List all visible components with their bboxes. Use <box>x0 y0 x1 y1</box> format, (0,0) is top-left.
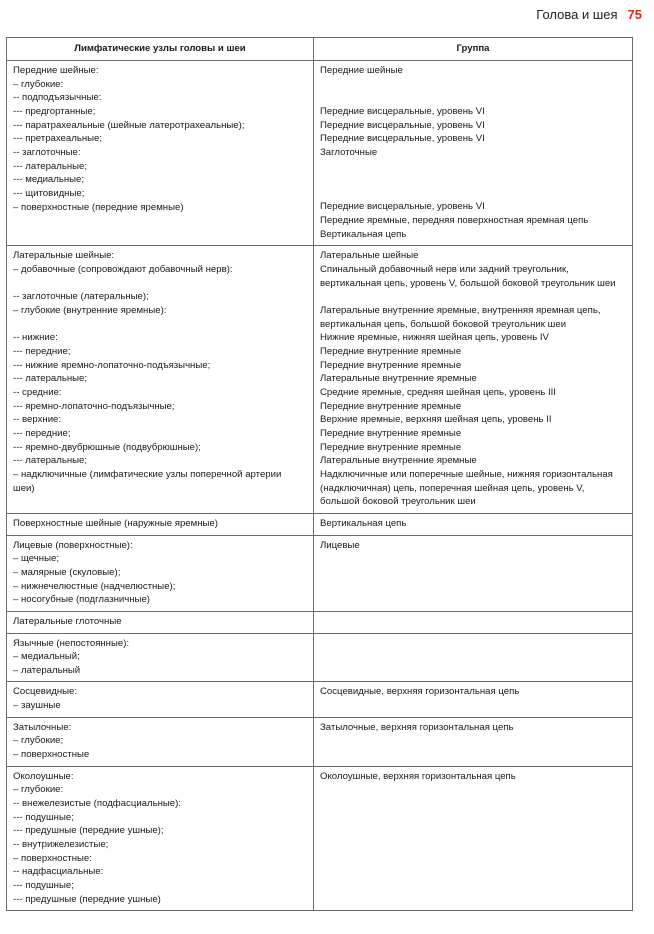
group-line: Передние висцеральные, уровень VI <box>320 133 485 145</box>
node-line: – глубокие: <box>13 78 64 90</box>
group-line: Передние шейные <box>320 65 403 76</box>
node-line: шеи) <box>13 482 35 494</box>
group-line: вертикальная цепь, большой боковой треугольник шеи <box>320 318 567 330</box>
node-line: – щечные; <box>13 553 59 565</box>
table-row <box>7 611 633 633</box>
node-line: -- надфасциальные: <box>13 866 104 878</box>
node-line: --- медиальные; <box>13 174 85 186</box>
node-line: --- подушные; <box>13 880 74 891</box>
node-line: --- латеральные; <box>13 455 88 467</box>
group-line: Передние внутренние яремные <box>320 427 462 439</box>
node-line <box>13 318 307 332</box>
group-line: Нижние яремные, нижняя шейная цепь, уровень IV <box>320 332 549 344</box>
group-cell <box>314 717 633 766</box>
node-line: Латеральные шейные: <box>13 250 115 262</box>
group-line: Передние висцеральные, уровень VI <box>320 201 485 213</box>
node-line: – глубокие; <box>13 735 64 747</box>
section-title: Голова и шея <box>536 7 618 22</box>
group-line <box>320 187 626 201</box>
group-line: Надключичные или поперечные шейные, нижняя горизонтальная <box>320 468 613 480</box>
group-line: Вертикальная цепь <box>320 517 407 529</box>
group-line: Затылочные, верхняя горизонтальная цепь <box>320 721 514 733</box>
group-line: Сосцевидные, верхняя горизонтальная цепь <box>320 686 520 698</box>
group-cell <box>314 766 633 911</box>
lymph-node-cell <box>7 535 314 611</box>
table-header-row <box>7 38 633 61</box>
group-line: Передние внутренние яремные <box>320 359 462 371</box>
table-row <box>7 717 633 766</box>
lymph-node-cell <box>7 766 314 911</box>
group-cell <box>314 633 633 682</box>
table-row <box>7 633 633 682</box>
group-line: Средние яремные, средняя шейная цепь, уровень III <box>320 387 556 398</box>
node-line: --- предгортанные; <box>13 105 96 117</box>
node-line: --- паратрахеальные (шейные латеротрахеальные); <box>13 119 245 131</box>
node-line: -- подподъязычные: <box>13 92 102 104</box>
lymph-node-cell <box>7 61 314 246</box>
node-line: --- передние; <box>13 346 71 358</box>
group-line: Латеральные внутренние яремные <box>320 373 477 385</box>
node-line: – заушные <box>13 700 61 712</box>
node-line: – малярные (скуловые); <box>13 566 121 578</box>
node-line: Поверхностные шейные (наружные яремные) <box>13 517 218 529</box>
node-line: --- предушные (передние ушные); <box>13 825 164 837</box>
group-line: Латеральные шейные <box>320 250 419 262</box>
table-row <box>7 682 633 717</box>
table-row <box>7 766 633 911</box>
lymph-node-cell <box>7 717 314 766</box>
group-cell <box>314 513 633 535</box>
table-row <box>7 246 633 513</box>
group-line <box>320 78 626 92</box>
group-line: Передние висцеральные, уровень VI <box>320 119 485 131</box>
node-line: Околоушные: <box>13 770 74 782</box>
group-line: Верхние яремные, верхняя шейная цепь, уровень II <box>320 414 552 426</box>
group-line: (надключичная) цепь, поперечная шейная цепь, уровень V, <box>320 482 585 494</box>
node-line: Затылочные: <box>13 721 72 733</box>
group-cell <box>314 682 633 717</box>
group-cell <box>314 535 633 611</box>
group-line: Заглоточные <box>320 146 378 158</box>
node-line: – медиальный; <box>13 651 80 663</box>
node-line: – поверхностные (передние яремные) <box>13 201 184 213</box>
node-line: --- претрахеальные; <box>13 133 103 145</box>
node-line: Язычные (непостоянные): <box>13 637 130 649</box>
group-cell <box>314 246 633 513</box>
table-row <box>7 535 633 611</box>
node-line: --- щитовидные; <box>13 187 85 199</box>
node-line: --- яремно-лопаточно-подъязычные; <box>13 400 175 412</box>
column-header-nodes: Лимфатические узлы головы и шеи <box>7 38 314 61</box>
page-number: 75 <box>627 7 642 22</box>
table-row <box>7 61 633 246</box>
group-cell <box>314 61 633 246</box>
table-row <box>7 513 633 535</box>
group-line: Передние яремные, передняя поверхностная яремная цепь <box>320 215 589 227</box>
column-header-group: Группа <box>314 38 633 61</box>
node-line: -- внежелезистые (подфасциальные): <box>13 798 181 810</box>
lymph-node-cell <box>7 633 314 682</box>
node-line: -- внутрижелезистые; <box>13 839 109 851</box>
node-line: -- заглоточные: <box>13 146 81 158</box>
group-line: Лицевые <box>320 539 360 551</box>
group-line: Передние внутренние яремные <box>320 441 462 453</box>
group-line <box>320 290 626 304</box>
group-line: большой боковой треугольник шеи <box>320 496 476 508</box>
group-line: Спинальный добавочный нерв или задний треугольник, <box>320 264 569 276</box>
node-line: – нижнечелюстные (надчелюстные); <box>13 580 176 592</box>
node-line: – поверхностные <box>13 749 90 761</box>
node-line: Латеральные глоточные <box>13 615 122 627</box>
node-line: – глубокие: <box>13 784 64 796</box>
lymph-nodes-table <box>6 37 633 911</box>
group-line: Вертикальная цепь <box>320 228 407 240</box>
group-line: Околоушные, верхняя горизонтальная цепь <box>320 770 516 782</box>
node-line: -- верхние: <box>13 414 62 426</box>
group-line: Передние внутренние яремные <box>320 400 462 412</box>
group-cell <box>314 611 633 633</box>
group-line <box>320 91 626 105</box>
node-line: --- латеральные; <box>13 160 88 172</box>
table-body <box>7 61 633 911</box>
node-line: Сосцевидные: <box>13 686 78 698</box>
node-line: – носогубные (подглазничные) <box>13 594 150 606</box>
group-line <box>320 160 626 174</box>
node-line: – добавочные (сопровождают добавочный нерв): <box>13 264 233 276</box>
lymph-node-cell <box>7 682 314 717</box>
node-line <box>13 277 307 291</box>
group-line: вертикальная цепь, уровень V, большой боковой треугольник шеи <box>320 277 616 289</box>
lymph-node-cell <box>7 513 314 535</box>
group-line: Латеральные внутренние яремные <box>320 455 477 467</box>
group-line: Передние внутренние яремные <box>320 346 462 358</box>
node-line: --- подушные; <box>13 811 74 823</box>
group-line: Латеральные внутренние яремные, внутренняя яремная цепь, <box>320 305 601 317</box>
node-line: -- средние: <box>13 386 62 398</box>
running-header <box>536 7 642 23</box>
group-line <box>320 173 626 187</box>
node-line: Передние шейные: <box>13 65 99 76</box>
node-line: – надключичные (лимфатические узлы поперечной артерии <box>13 468 282 480</box>
node-line: --- передние; <box>13 427 71 439</box>
node-line: – латеральный <box>13 664 81 676</box>
node-line: -- заглоточные (латеральные); <box>13 291 149 303</box>
node-line: – глубокие (внутренние яремные): <box>13 305 167 317</box>
node-line: Лицевые (поверхностные): <box>13 539 133 551</box>
node-line: -- нижние: <box>13 332 58 344</box>
node-line: --- яремно-двубрюшные (подвубрюшные); <box>13 441 201 453</box>
group-line: Передние висцеральные, уровень VI <box>320 105 485 117</box>
node-line: --- предушные (передние ушные) <box>13 893 161 905</box>
node-line: --- нижние яремно-лопаточно-подъязычные; <box>13 359 211 371</box>
node-line: – поверхностные: <box>13 852 92 864</box>
node-line: --- латеральные; <box>13 373 88 385</box>
lymph-node-cell <box>7 611 314 633</box>
lymph-node-cell <box>7 246 314 513</box>
